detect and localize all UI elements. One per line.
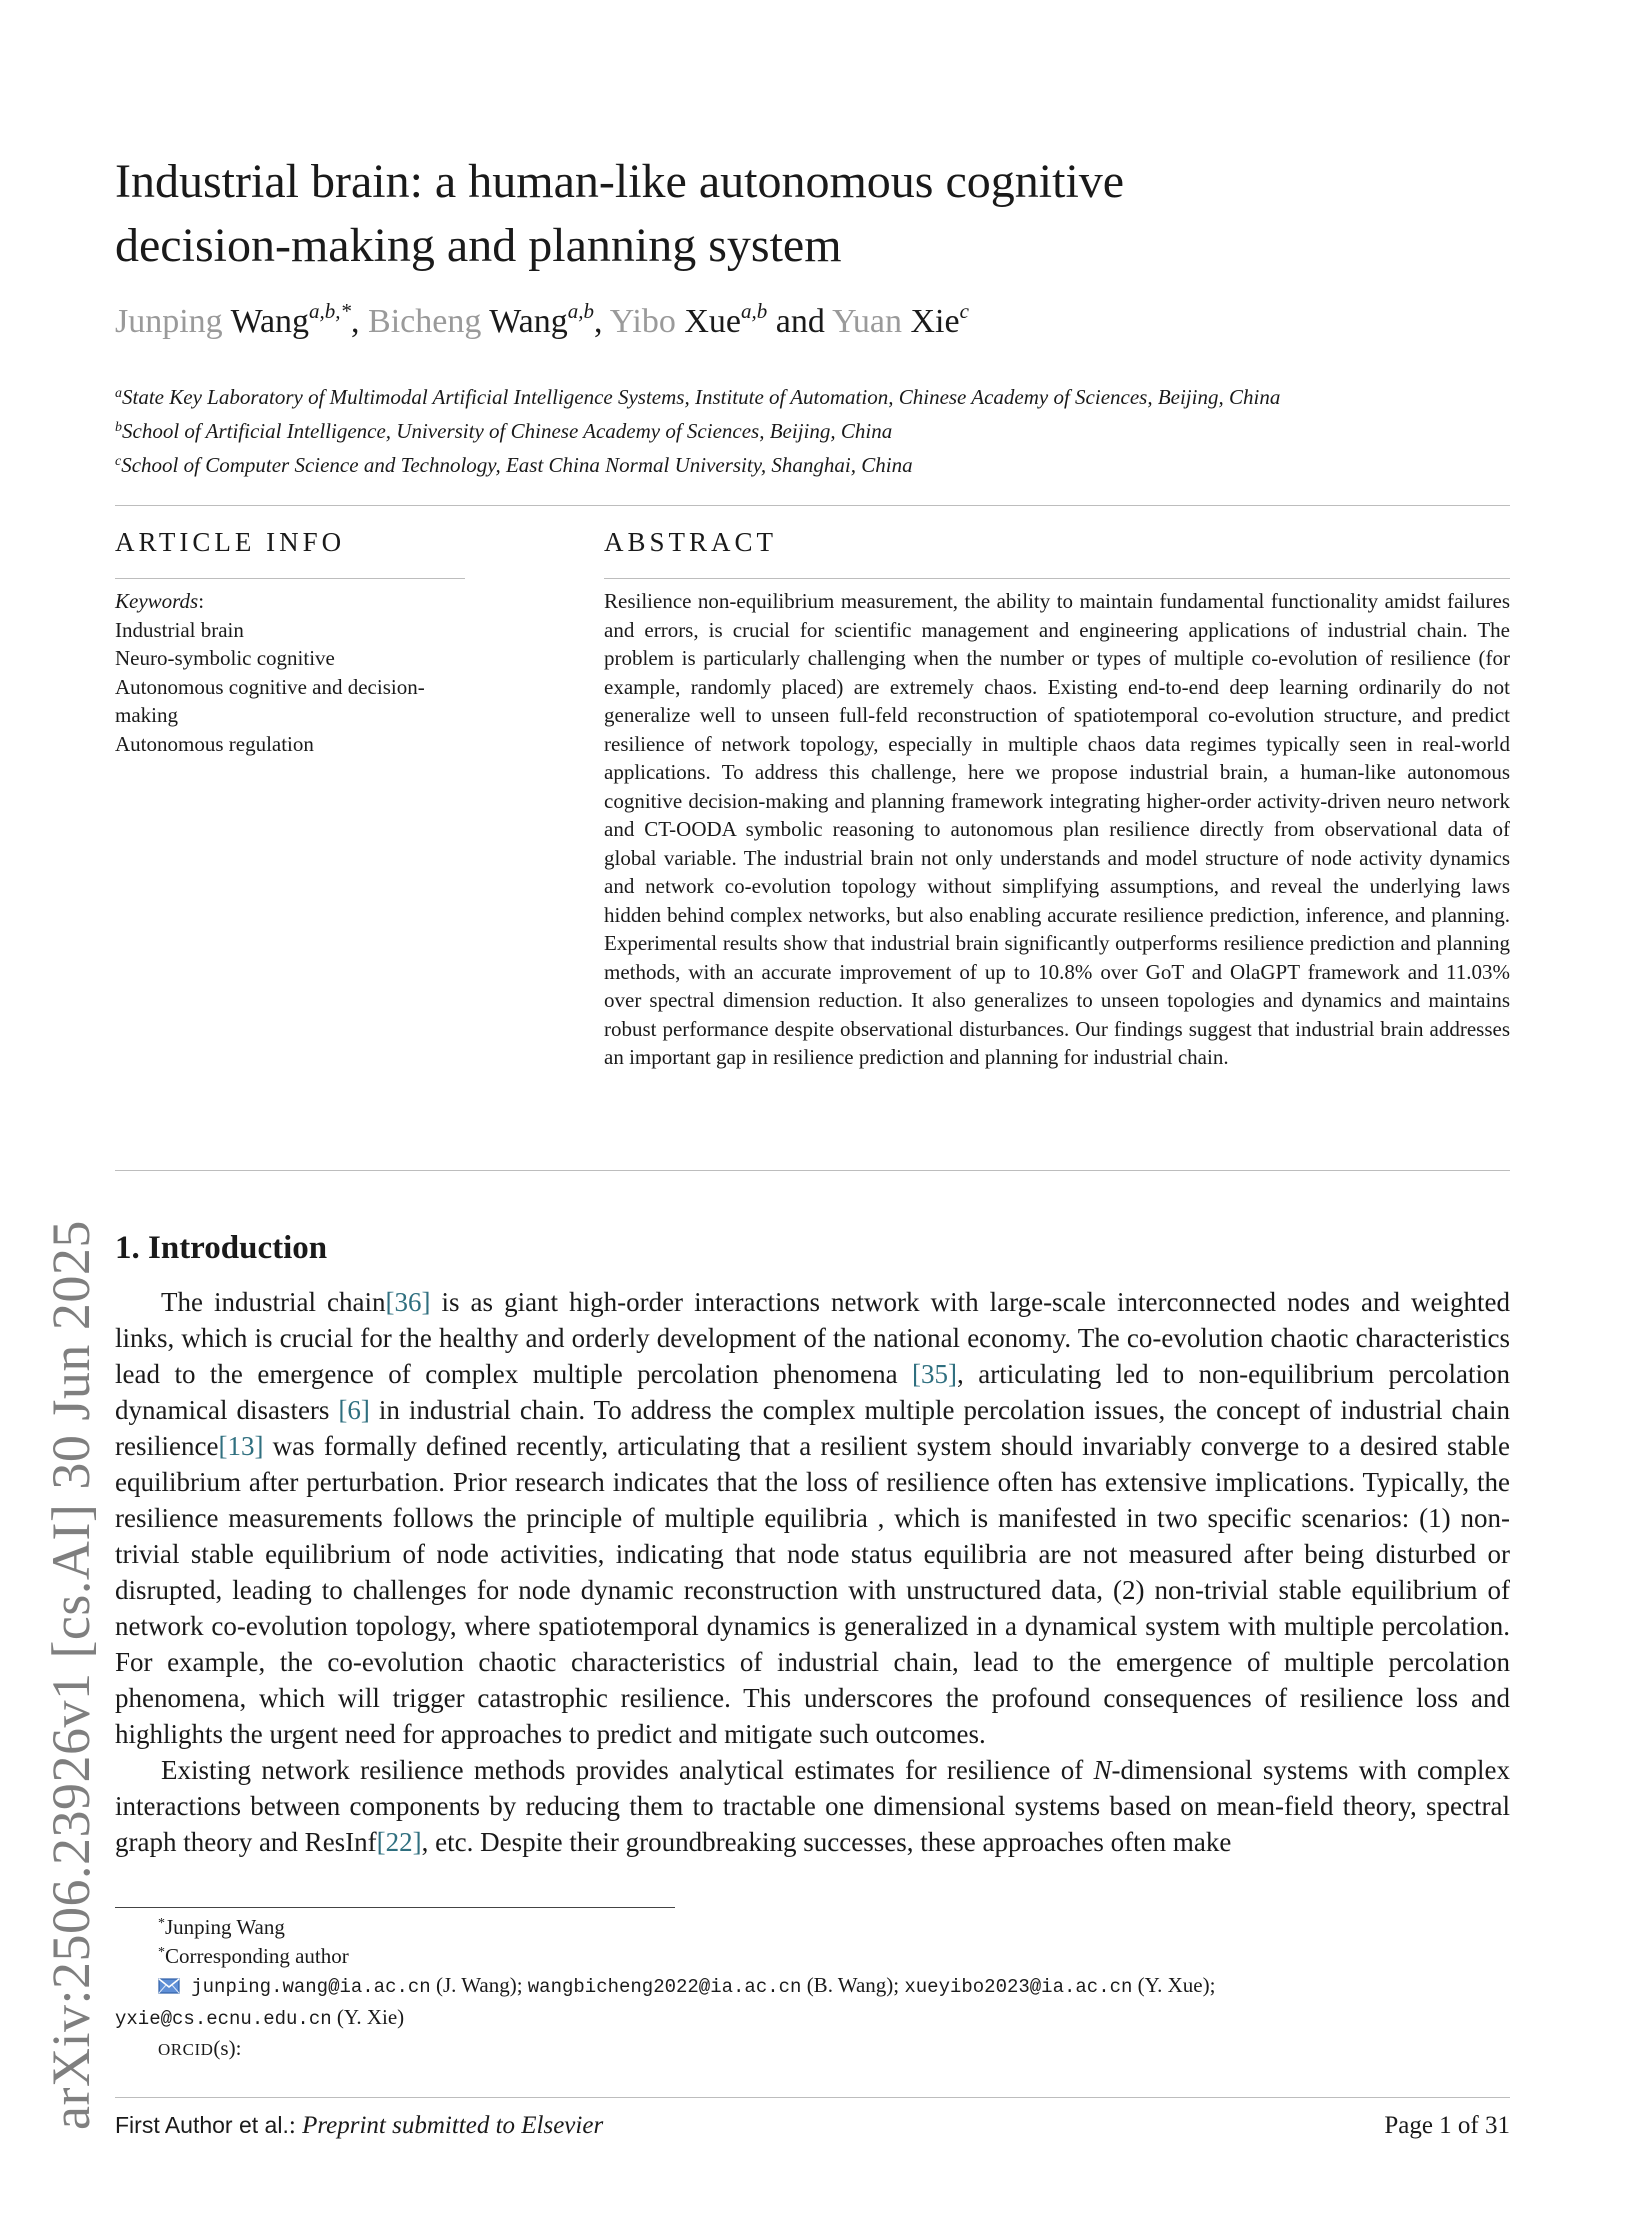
author-family-name: Xue (684, 303, 741, 340)
author-affiliation-marks: a,b (741, 299, 768, 323)
author-family-name: Wang (489, 303, 568, 340)
abstract-text: Resilience non-equilibrium measurement, the ability to maintain fundamental functionality amidst failures and errors, is crucial for scientific management and engineering applications of industrial chain. The problem is particularly challenging when the number or types of multiple co-evolution of resilience (for example, randomly placed) are extremely chaos. Existing end-to-end deep learning ordinarily do not generalize well to unseen full-feld reconstruction of spatiotemporal co-evolution structure, and predict resilience of network topology, especially in multiple chaos data regimes typically seen in real-world applications. To address this challenge, here we propose industrial brain, a human-like autonomous cognitive decision-making and planning framework integrating higher-order activity-driven neuro network and CT-OODA symbolic reasoning to autonomous plan resilience directly from observational data of global variable. The industrial brain not only understands and model structure of node activity dynamics and network co-evolution topology without simplifying assumptions, and reveal the underlying laws hidden behind complex networks, but also enabling accurate resilience prediction, inference, and planning. Experimental results show that industrial brain significantly outperforms resilience prediction and planning methods, with an accurate improvement of up to 10.8% over GoT and OlaGPT framework and 11.03% over spectral dimension reduction. It also generalizes to unseen topologies and dynamics and maintains robust performance despite observational disturbances. Our findings suggest that industrial brain addresses an important gap in resilience prediction and planning for industrial chain. (604, 589, 1510, 1069)
paper-title (115, 150, 1315, 278)
footnote-2: *Corresponding author (158, 1944, 349, 1968)
abstract-end-divider (115, 1170, 1510, 1171)
introduction-heading: 1. Introduction (115, 1230, 328, 1266)
keywords-block: Keywords: Industrial brain Neuro-symbolic cognitive Autonomous cognitive and decision-making Autonomous regulation (115, 587, 465, 758)
email-link-yxie[interactable]: yxie@cs.ecnu.edu.cn (115, 2008, 332, 2030)
email-link[interactable]: wangbicheng2022@ia.ac.cn (527, 1976, 802, 1998)
affiliation-mark: c (115, 454, 122, 469)
introduction-body (115, 1284, 1510, 1860)
email-link[interactable]: xueyibo2023@ia.ac.cn (904, 1976, 1133, 1998)
math-variable: N (1093, 1755, 1112, 1785)
citation-link[interactable]: [13] (218, 1431, 264, 1461)
author-affiliation-marks: a,b (567, 299, 594, 323)
page-number: Page 1 of 31 (1384, 2112, 1510, 2139)
keyword-item: Neuro-symbolic cognitive (115, 646, 335, 670)
affiliation-b (115, 414, 1515, 448)
affiliation-text: School of Computer Science and Technology, East China Normal University, Shanghai, China (121, 453, 913, 477)
keywords-label: Keywords (115, 589, 199, 613)
abstract-divider (604, 578, 1510, 579)
footer-author: First Author et al. (115, 2112, 289, 2138)
author-list: Junping Wang$^{a,b,*}$, Bicheng Wang$^{a,b}$, Yibo Xue$^{a,b}$ and Yuan Xie$^c$ (115, 299, 969, 340)
footnote-orcid: ORCID(s): (158, 2036, 242, 2060)
affiliation-text: State Key Laboratory of Multimodal Artificial Intelligence Systems, Institute of Automation, Chinese Academy of Sciences, Beijing, China (122, 385, 1281, 409)
abstract-heading: ABSTRACT (604, 527, 778, 557)
citation-link[interactable]: [35] (912, 1359, 958, 1389)
footnote-1: *Junping Wang (158, 1915, 285, 1939)
header-divider (115, 505, 1510, 506)
footnote-divider (115, 1907, 675, 1908)
affiliation-text: School of Artificial Intelligence, University of Chinese Academy of Sciences, Beijing, China (122, 419, 893, 443)
keyword-item: Autonomous cognitive and decision-making (115, 674, 425, 727)
author-given-name: Yuan (832, 303, 902, 340)
footnote-email-last: yxie@cs.ecnu.edu.cn (Y. Xie) (115, 2005, 405, 2030)
footnote-emails (115, 1971, 1510, 2003)
author-family-name: Wang (230, 303, 310, 340)
author-given-name: Bicheng (368, 303, 482, 340)
email-owner: (Y. Xue); (1132, 1973, 1216, 1997)
title-line-1: Industrial brain: a human-like autonomous cognitive (115, 155, 1125, 208)
author-affiliation-marks: a,b,* (309, 299, 352, 323)
envelope-icon (158, 1974, 180, 2003)
intro-paragraph-2: Existing network resilience methods provides analytical estimates for resilience of N-dimensional systems with complex interactions between components by reducing them to tractable one dimensional systems based on mean-field theory, spectral graph theory and ResInf[22], etc. Despite their groundbreaking successes, these approaches often make (115, 1755, 1510, 1857)
footer-divider (115, 2097, 1510, 2098)
affiliation-a (115, 380, 1515, 414)
affiliation-mark: a (115, 386, 122, 401)
footer-venue: Preprint submitted to Elsevier (302, 2112, 604, 2139)
citation-link[interactable]: [36] (385, 1287, 431, 1317)
footnotes (115, 1913, 1510, 2064)
email-owner: (J. Wang); (430, 1973, 528, 1997)
citation-link[interactable]: [22] (376, 1827, 422, 1857)
author-2 (368, 299, 594, 340)
footer-running-head: First Author et al.: Preprint submitted to Elsevier (115, 2112, 604, 2139)
affiliation-c (115, 448, 1515, 482)
email-link[interactable]: junping.wang@ia.ac.cn (191, 1976, 431, 1998)
author-given-name: Junping (115, 303, 223, 340)
author-affiliation-marks: c (959, 299, 969, 323)
intro-paragraph-1: The industrial chain[36] is as giant high-order interactions network with large-scale interconnected nodes and weighted links, which is crucial for the healthy and orderly development of the national economy. The co-evolution chaotic characteristics lead to the emergence of complex multiple percolation phenomena [35], articulating led to non-equilibrium percolation dynamical disasters [6] in industrial chain. To address the complex multiple percolation issues, the concept of industrial chain resilience[13] was formally defined recently, articulating that a resilient system should invariably converge to a desired stable equilibrium after perturbation. Prior research indicates that the loss of resilience often has extensive implications. Typically, the resilience measurements follows the principle of multiple equilibria , which is manifested in two specific scenarios: (1) non-trivial stable equilibrium of node activities, indicating that node status equilibria are not measured after being disturbed or disrupted, leading to challenges for node dynamic reconstruction with unstructured data, (2) non-trivial stable equilibrium of network co-evolution topology, where spatiotemporal dynamics is generalized in a dynamical system with multiple percolation. For example, the co-evolution chaotic characteristics of industrial chain, lead to the emergence of multiple percolation phenomena, which will trigger catastrophic resilience. This underscores the profound consequences of resilience loss and highlights the urgent need for approaches to predict and mitigate such outcomes. (115, 1287, 1511, 1749)
author-1 (115, 299, 352, 340)
article-info-divider (115, 578, 465, 579)
author-4 (832, 299, 969, 340)
citation-link[interactable]: [6] (338, 1395, 370, 1425)
article-info-heading: ARTICLE INFO (115, 527, 346, 557)
author-given-name: Yibo (609, 303, 676, 340)
title-line-2: decision-making and planning system (115, 219, 842, 272)
author-family-name: Xie (910, 303, 960, 340)
affiliation-mark: b (115, 420, 122, 435)
arxiv-identifier-stamp: arXiv:2506.23926v1 [cs.AI] 30 Jun 2025 (41, 1220, 101, 2130)
affiliation-list (115, 380, 1515, 482)
email-owner: (B. Wang); (801, 1973, 905, 1997)
author-3 (609, 299, 768, 340)
keyword-item: Industrial brain (115, 617, 244, 642)
keyword-item: Autonomous regulation (115, 731, 314, 756)
